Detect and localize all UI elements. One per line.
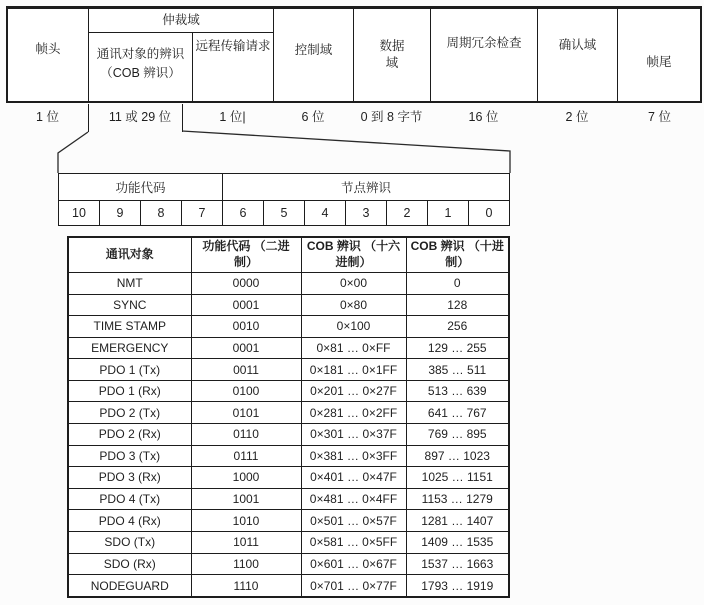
table-cell: 0101 xyxy=(191,402,301,424)
node-id-group-label: 节点辨识 xyxy=(340,181,391,195)
bit-number: 2 xyxy=(387,201,428,225)
bit-number: 5 xyxy=(264,201,305,225)
frame-head-cell xyxy=(8,9,89,101)
cob-table-body xyxy=(68,273,509,598)
data-field-label xyxy=(379,38,404,72)
arbitration-subcells xyxy=(89,33,273,101)
table-cell: 513 … 639 xyxy=(406,380,509,402)
table-row xyxy=(68,445,509,467)
bit-number: 0 xyxy=(485,206,493,220)
bit-number: 8 xyxy=(141,201,182,225)
table-cell: 0000 xyxy=(191,273,301,295)
table-cell: PDO 3 (Tx) xyxy=(68,445,191,467)
column-header-object: 通讯对象 xyxy=(68,237,191,273)
data-field-cell xyxy=(354,9,431,101)
table-cell: 1100 xyxy=(191,553,301,575)
ack-field-label: 确认域 xyxy=(558,38,597,52)
width-label-cob-id: 11 或 29 位 xyxy=(108,110,172,124)
width-label-rtr: 1 位| xyxy=(219,110,246,124)
table-cell: 0×281 … 0×2FF xyxy=(301,402,406,424)
table-cell: 641 … 767 xyxy=(406,402,509,424)
table-cell: PDO 4 (Rx) xyxy=(68,510,191,532)
table-cell: SDO (Tx) xyxy=(68,531,191,553)
table-cell: PDO 2 (Tx) xyxy=(68,402,191,424)
width-separator-tick xyxy=(182,104,183,132)
table-cell: 1281 … 1407 xyxy=(406,510,509,532)
table-row xyxy=(68,337,509,359)
bit-number: 10 xyxy=(59,201,100,225)
table-row xyxy=(68,273,509,295)
frame-tail-label: 帧尾 xyxy=(646,54,672,69)
table-cell: PDO 4 (Tx) xyxy=(68,488,191,510)
table-row xyxy=(68,380,509,402)
table-cell: 0×501 … 0×57F xyxy=(301,510,406,532)
table-cell: 897 … 1023 xyxy=(406,445,509,467)
width-label-crc: 16 位 xyxy=(468,110,499,124)
bit-number: 7 xyxy=(182,201,223,225)
table-row xyxy=(68,510,509,532)
table-cell: PDO 1 (Tx) xyxy=(68,359,191,381)
table-cell: 1010 xyxy=(191,510,301,532)
table-cell: 0×581 … 0×5FF xyxy=(301,531,406,553)
cob-id-label-line1: 通讯对象的辨识 xyxy=(96,47,185,61)
function-code-group-label: 功能代码 xyxy=(59,174,223,200)
table-cell: 1001 xyxy=(191,488,301,510)
table-cell: 129 … 255 xyxy=(406,337,509,359)
table-row xyxy=(68,531,509,553)
control-field-cell xyxy=(274,9,354,101)
table-cell: 0111 xyxy=(191,445,301,467)
table-row xyxy=(68,402,509,424)
table-cell: 0×381 … 0×3FF xyxy=(301,445,406,467)
bit-number: 6 xyxy=(223,201,264,225)
table-row xyxy=(68,294,509,316)
table-cell: 0×100 xyxy=(301,316,406,338)
table-row xyxy=(68,553,509,575)
column-header-cob-hex: COB 辨识 （十六进制） xyxy=(301,237,406,273)
table-cell: TIME STAMP xyxy=(68,316,191,338)
table-cell: 128 xyxy=(406,294,509,316)
crc-field-label: 周期冗余检查 xyxy=(446,36,522,50)
table-cell: PDO 2 (Rx) xyxy=(68,424,191,446)
table-cell: 1110 xyxy=(191,575,301,597)
bit-number-row xyxy=(59,201,509,225)
width-separator-tick xyxy=(88,104,89,132)
rtr-cell: 远程传输请求 xyxy=(195,39,271,53)
table-cell: 0×00 xyxy=(301,273,406,295)
table-cell: 0×80 xyxy=(301,294,406,316)
header-row xyxy=(68,237,509,273)
width-label-frame-head: 1 位 xyxy=(36,110,59,124)
table-cell: 0011 xyxy=(191,359,301,381)
table-cell: 0001 xyxy=(191,337,301,359)
table-cell: 0×701 … 0×77F xyxy=(301,575,406,597)
bit-number: 4 xyxy=(305,201,346,225)
table-cell: NMT xyxy=(68,273,191,295)
table-cell: 1000 xyxy=(191,467,301,489)
table-cell: 0×81 … 0×FF xyxy=(301,337,406,359)
width-label-data: 0 到 8 字节 xyxy=(360,110,423,124)
data-field-line1: 数据 xyxy=(379,39,405,54)
table-cell: 256 xyxy=(406,316,509,338)
cob-table-header xyxy=(68,237,509,273)
table-cell: 0110 xyxy=(191,424,301,446)
data-field-line2: 域 xyxy=(385,56,399,70)
bit-number: 3 xyxy=(346,201,387,225)
table-cell: PDO 3 (Rx) xyxy=(68,467,191,489)
table-row xyxy=(68,359,509,381)
column-header-funccode: 功能代码 （二进制） xyxy=(191,237,301,273)
bit-number: 9 xyxy=(100,201,141,225)
bit-group-row xyxy=(59,174,509,201)
table-cell: 0×181 … 0×1FF xyxy=(301,359,406,381)
table-cell: 0×201 … 0×27F xyxy=(301,380,406,402)
cob-id-cell xyxy=(89,33,193,101)
width-label-control: 6 位 xyxy=(301,110,325,124)
can-frame-diagram xyxy=(6,6,702,103)
table-cell: 0×601 … 0×67F xyxy=(301,553,406,575)
table-cell: SYNC xyxy=(68,294,191,316)
table-cell: 0×481 … 0×4FF xyxy=(301,488,406,510)
table-cell: 0001 xyxy=(191,294,301,316)
table-cell: NODEGUARD xyxy=(68,575,191,597)
table-cell: 1025 … 1151 xyxy=(406,467,509,489)
width-label-frame-tail: 7 位 xyxy=(648,110,671,124)
table-cell: 0×401 … 0×47F xyxy=(301,467,406,489)
table-cell: 1793 … 1919 xyxy=(406,575,509,597)
width-label-ack: 2 位 xyxy=(565,110,589,124)
table-cell: SDO (Rx) xyxy=(68,553,191,575)
table-cell: 1011 xyxy=(191,531,301,553)
table-cell: 385 … 511 xyxy=(406,359,509,381)
table-cell: 1409 … 1535 xyxy=(406,531,509,553)
frame-tail-cell xyxy=(618,9,700,101)
column-header-cob-dec: COB 辨识 （十进制） xyxy=(406,237,509,273)
frame-head-label: 帧头 xyxy=(35,41,61,56)
crc-field-cell xyxy=(431,9,538,101)
identifier-bit-table xyxy=(58,173,510,226)
table-cell: 0 xyxy=(406,273,509,295)
table-cell: 0100 xyxy=(191,380,301,402)
table-row xyxy=(68,467,509,489)
control-field-label: 控制域 xyxy=(294,42,333,57)
ack-field-cell xyxy=(538,9,618,101)
table-cell: 1537 … 1663 xyxy=(406,553,509,575)
table-cell: PDO 1 (Rx) xyxy=(68,380,191,402)
arbitration-field-cell xyxy=(89,9,274,101)
cob-id-table xyxy=(67,236,510,598)
table-row xyxy=(68,488,509,510)
table-cell: 0×301 … 0×37F xyxy=(301,424,406,446)
table-cell: 769 … 895 xyxy=(406,424,509,446)
bit-number: 1 xyxy=(428,201,469,225)
table-row xyxy=(68,424,509,446)
table-row xyxy=(68,575,509,597)
table-cell: 1153 … 1279 xyxy=(406,488,509,510)
arbitration-label: 仲裁域 xyxy=(89,9,273,33)
table-cell: 0010 xyxy=(191,316,301,338)
table-row xyxy=(68,316,509,338)
table-cell: EMERGENCY xyxy=(68,337,191,359)
cob-id-label-line2: （COB 辨识） xyxy=(100,65,181,80)
